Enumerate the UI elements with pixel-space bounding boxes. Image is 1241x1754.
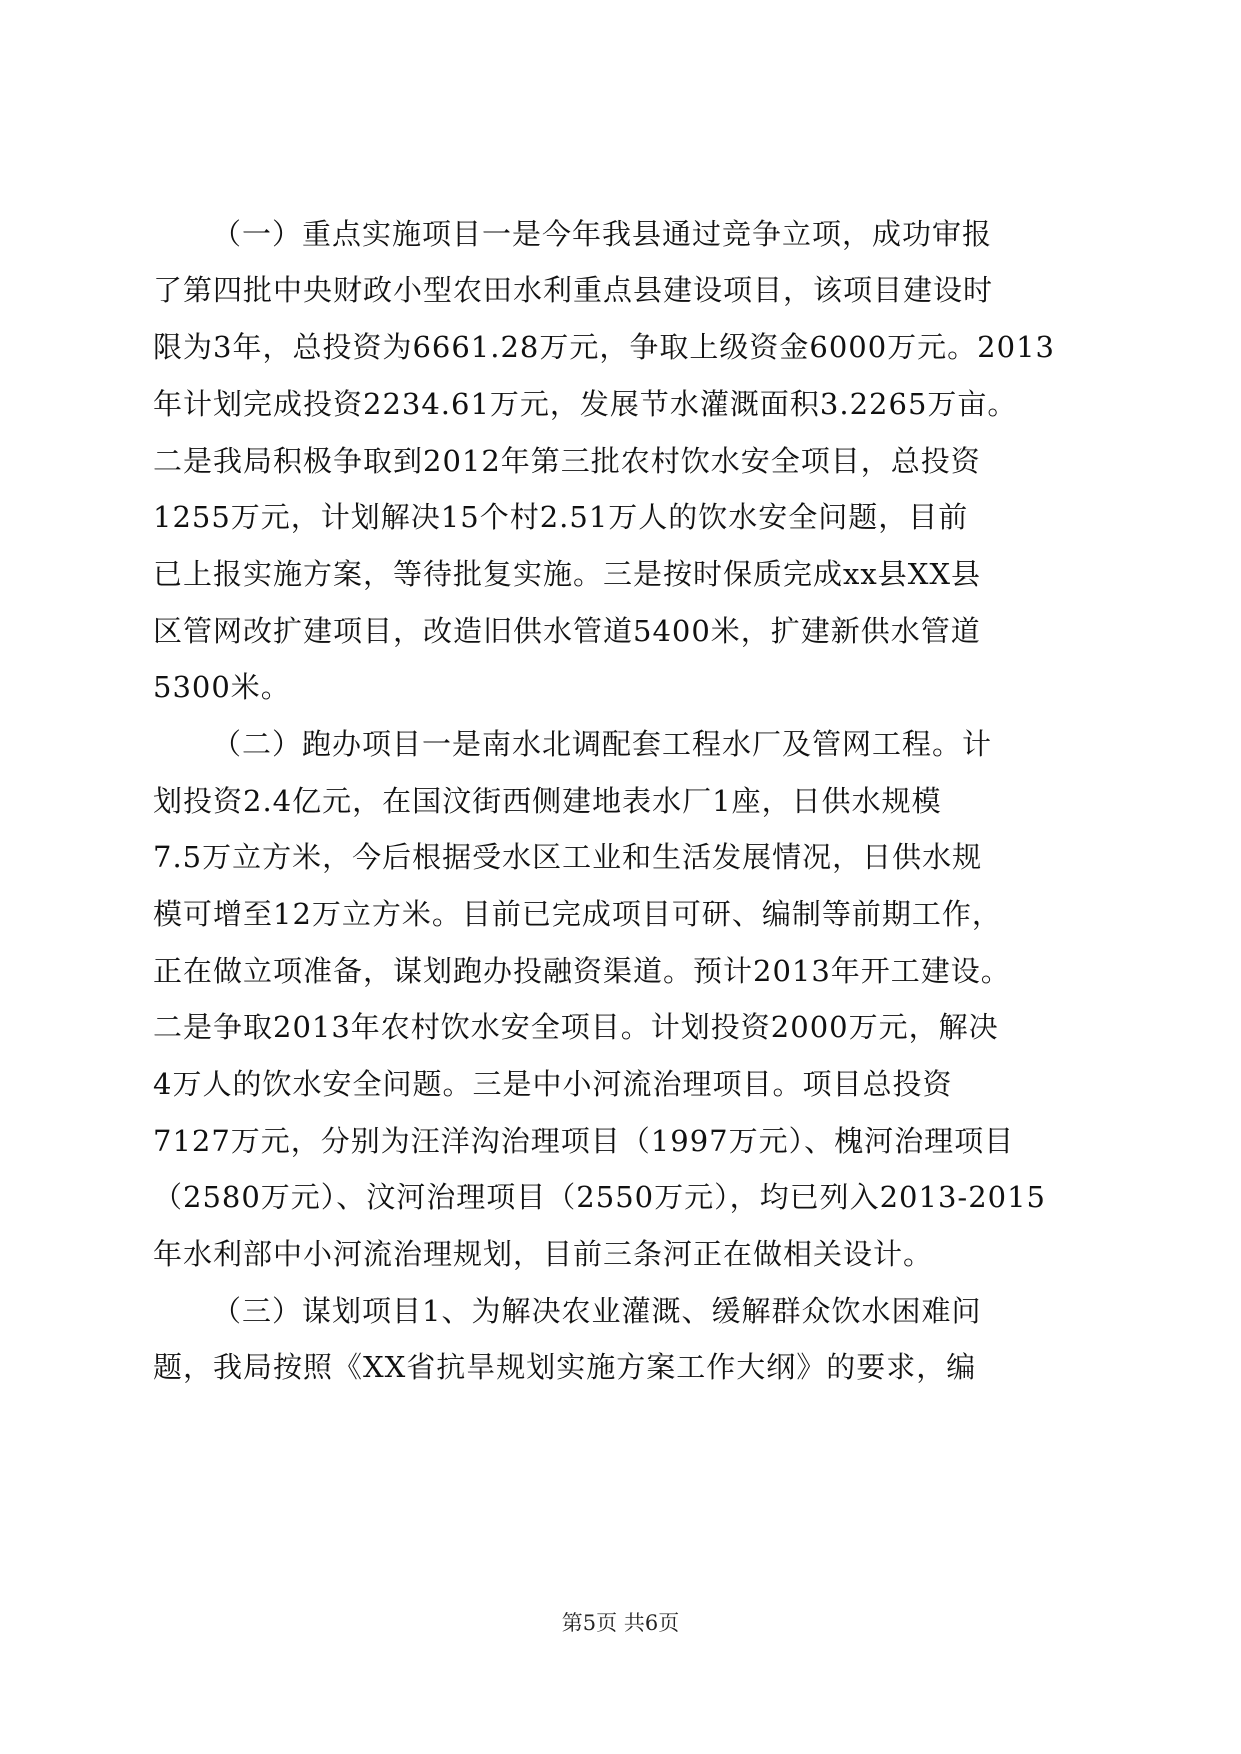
text-line: 划投资2.4亿元，在国汶街西侧建地表水厂1座，日供水规模 xyxy=(153,784,942,818)
page-footer: 第5页 共6页 xyxy=(561,1611,680,1635)
text-line: 区管网改扩建项目，改造旧供水管道5400米，扩建新供水管道 xyxy=(153,614,981,648)
text-line: 1255万元，计划解决15个村2.51万人的饮水安全问题，目前 xyxy=(153,500,969,534)
text-line: 正在做立项准备，谋划跑办投融资渠道。预计2013年开工建设。 xyxy=(153,954,1011,988)
text-line: （一）重点实施项目一是今年我县通过竞争立项，成功审报 xyxy=(212,217,993,251)
text-line: 5300米。 xyxy=(153,670,291,704)
text-line: 已上报实施方案，等待批复实施。三是按时保质完成xx县XX县 xyxy=(153,557,982,591)
text-line: （三）谋划项目1、为解决农业灌溉、缓解群众饮水困难问 xyxy=(212,1294,982,1328)
text-line: （二）跑办项目一是南水北调配套工程水厂及管网工程。计 xyxy=(212,727,993,761)
text-line: 二是我局积极争取到2012年第三批农村饮水安全项目，总投资 xyxy=(153,444,981,478)
text-line: 4万人的饮水安全问题。三是中小河流治理项目。项目总投资 xyxy=(153,1067,953,1101)
text-line: （2580万元）、汶河治理项目（2550万元），均已列入2013-2015 xyxy=(153,1180,1047,1214)
text-line: 7.5万立方米，今后根据受水区工业和生活发展情况，日供水规 xyxy=(153,840,983,874)
text-line: 年计划完成投资2234.61万元，发展节水灌溉面积3.2265万亩。 xyxy=(153,387,1018,421)
text-line: 了第四批中央财政小型农田水利重点县建设项目，该项目建设时 xyxy=(153,273,994,307)
text-line: 年水利部中小河流治理规划，目前三条河正在做相关设计。 xyxy=(153,1237,934,1271)
text-line: 二是争取2013年农村饮水安全项目。计划投资2000万元，解决 xyxy=(153,1010,999,1044)
text-line: 题，我局按照《XX省抗旱规划实施方案工作大纲》的要求，编 xyxy=(153,1350,977,1384)
text-line: 限为3年，总投资为6661.28万元，争取上级资金6000万元。2013 xyxy=(153,330,1055,364)
text-line: 模可增至12万立方米。目前已完成项目可研、编制等前期工作， xyxy=(153,897,1002,931)
text-line: 7127万元，分别为汪洋沟治理项目（1997万元）、槐河治理项目 xyxy=(153,1124,1015,1158)
